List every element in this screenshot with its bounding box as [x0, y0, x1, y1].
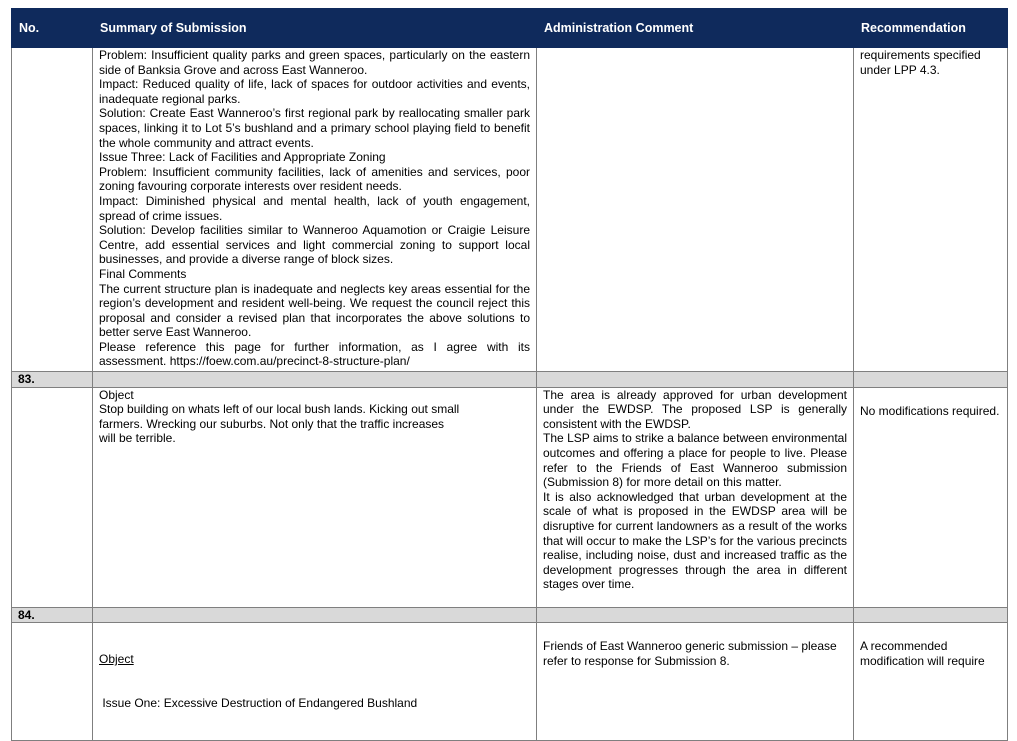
submission-number-row — [12, 372, 1008, 388]
summary-paragraph: Impact: Diminished physical and mental health, lack of youth engagement, spread of crime issues. — [99, 193, 530, 223]
admin-comment-cell — [537, 48, 854, 372]
no-cell — [12, 623, 93, 741]
recommendation-cell — [854, 387, 1008, 607]
header-admin-comment: Administration Comment — [537, 9, 854, 48]
table-row — [12, 623, 1008, 741]
table-row-continued — [12, 48, 1008, 372]
recommendation-text: A recommended modification will require — [860, 639, 985, 668]
submission-number: 83. — [12, 372, 93, 388]
summary-paragraph: Please reference this page for further information, as I agree with its assessment. https://foew.com.au/precinct-8-structure-plan/ — [99, 339, 530, 369]
summary-paragraph: Impact: Reduced quality of life, lack of spaces for outdoor activities and events, inadequate regional parks. — [99, 77, 530, 106]
summary-paragraph: Problem: Insufficient community facilities, lack of amenities and services, poor zoning favouring corporate interests over resident needs. — [99, 164, 530, 194]
summary-line: Stop building on whats left of our local bush lands. Kicking out small — [99, 402, 460, 417]
summary-cell — [93, 387, 537, 607]
summary-line: Issue One: Excessive Destruction of Endangered Bushland — [99, 696, 418, 711]
header-recommendation: Recommendation — [854, 9, 1008, 48]
admin-paragraph: It is also acknowledged that urban development at the scale of what is proposed in the EWDSP area will be disruptive for current landowners as a result of the works that will occur to make the LSP’s for the various precincts realise, including noise, dust and increased traffic as the development progresses through the area in different stages over time. — [543, 489, 847, 592]
recommendation-text: No modifications required. — [860, 403, 1000, 418]
summary-paragraph: Final Comments — [99, 266, 187, 281]
summary-paragraph: Problem: Insufficient quality parks and green spaces, particularly on the eastern side of Banksia Grove and across East Wanneroo. — [99, 48, 530, 77]
summary-paragraph: The current structure plan is inadequate and neglects key areas essential for the region’s development and resident well-being. We request the council reject this proposal and consider a revised plan that incorporates the above solutions to better serve East Wanneroo. — [99, 281, 530, 340]
admin-paragraph: Friends of East Wanneroo generic submission – please refer to response for Submission 8. — [543, 639, 837, 668]
summary-line: farmers. Wrecking our suburbs. Not only that the traffic increases — [99, 416, 445, 431]
summary-cell — [93, 623, 537, 741]
header-summary: Summary of Submission — [93, 9, 537, 48]
summary-paragraph: Solution: Create East Wanneroo’s first regional park by reallocating smaller park spaces, linking it to Lot 5’s bushland and a primary school playing field to benefit the whole community and attract events. — [99, 106, 530, 150]
table-row — [12, 387, 1008, 607]
admin-paragraph: The area is already approved for urban development under the EWDSP. The proposed LSP is generally consistent with the EWDSP. — [543, 387, 847, 431]
table-header-row — [12, 9, 1008, 48]
header-no: No. — [12, 9, 93, 48]
submissions-table — [11, 8, 1008, 741]
admin-paragraph: The LSP aims to strike a balance between environmental outcomes and offering a place for people to live. Please refer to the Friends of East Wanneroo submission (Submission 8) for more detail on this matter. — [543, 431, 847, 490]
summary-cell — [93, 48, 537, 372]
summary-paragraph: Solution: Develop facilities similar to Wanneroo Aquamotion or Craigie Leisure Centre, add essential services and light commercial zoning to support local businesses, and provide a diverse range of block sizes. — [99, 223, 530, 267]
position-heading: Object — [99, 652, 134, 667]
summary-line: will be terrible. — [99, 431, 176, 446]
no-cell — [12, 387, 93, 607]
position-heading: Object — [99, 387, 134, 402]
summary-paragraph: Issue Three: Lack of Facilities and Appropriate Zoning — [99, 150, 386, 165]
admin-comment-cell — [537, 387, 854, 607]
admin-comment-cell — [537, 623, 854, 741]
recommendation-cell — [854, 623, 1008, 741]
recommendation-cell: requirements specified under LPP 4.3. — [854, 48, 1008, 372]
submission-number-row — [12, 607, 1008, 623]
submission-number: 84. — [12, 607, 93, 623]
no-cell — [12, 48, 93, 372]
